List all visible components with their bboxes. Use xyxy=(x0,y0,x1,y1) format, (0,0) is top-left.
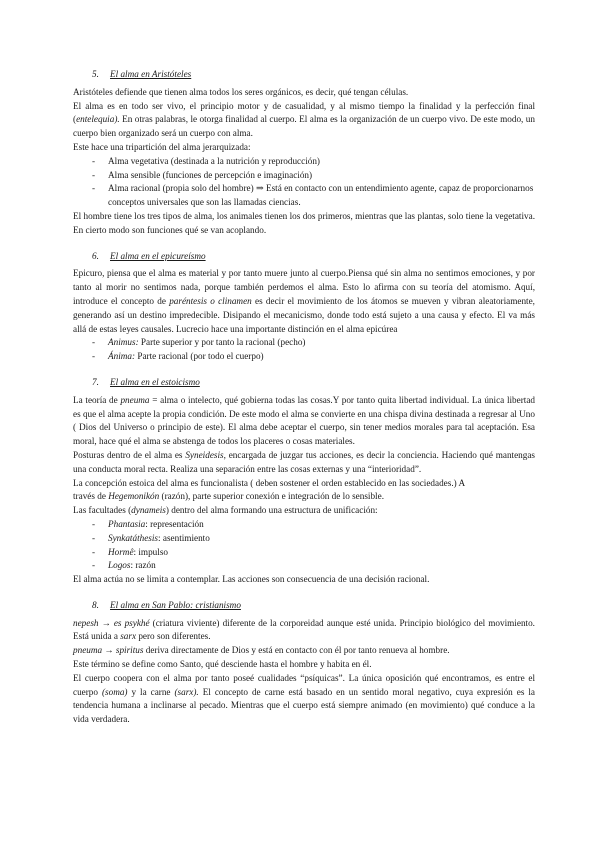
paragraph: Epicuro, piensa que el alma es material y por tanto muere junto al cuerpo.Piensa qué sin alma no sentimos emociones, y por tanto al morir no sentimos nada, porque también perdemos el alma. Esto lo afirma con su teoría del atomismo. Aquí, introduce el concepto de paréntesis o clinamen es decir el movimiento de los átomos se mueven y vibran aleatoriamente, generando así un destino impredecible. Disipando el mecanicismo, donde todo está sujeto a una causa y efecto. El va más allá de estas leyes causales. Lucrecio hace una importante distinción en el alma epicúrea xyxy=(73,268,535,334)
term: paréntesis o clinamen xyxy=(169,295,252,306)
section-number: 5. xyxy=(92,69,99,79)
list-item: - Synkatáthesis: asentimiento xyxy=(73,532,535,546)
paragraph: nepesh → es psykhé (criatura viviente) diferente de la corporeidad aunque esté unida. Principio biológico del movimiento. Está unida a sarx pero son diferentes. xyxy=(73,617,535,642)
paragraph: El alma es en todo ser vivo, el principio motor y de casualidad, y al mismo tiempo la finalidad y la perfección final (entelequia). En otras palabras, le otorga finalidad al cuerpo. El alma es la organización de un cuerpo vivo. De este modo, un cuerpo bien organizado será un cuerpo con alma. xyxy=(73,100,535,139)
section-heading xyxy=(92,68,535,82)
term: Phantasia xyxy=(108,518,146,529)
term: Synkatáthesis xyxy=(108,532,159,543)
term: Hormê xyxy=(108,546,134,557)
term: Logos xyxy=(108,560,131,571)
section-number: 6. xyxy=(92,250,99,261)
paragraph: Este hace una tripartición del alma jerarquizada: xyxy=(73,141,251,152)
term: Animus: xyxy=(108,337,139,348)
section-san-pablo xyxy=(73,599,535,727)
term: (sarx). xyxy=(174,686,199,697)
paragraph: Las facultades (dynameis) dentro del alma formando una estructura de unificación: xyxy=(73,505,378,516)
document-page xyxy=(73,68,535,739)
section-number: 8. xyxy=(92,599,99,610)
paragraph: El hombre tiene los tres tipos de alma, los animales tienen los dos primeros, mientras que las plantas, solo tiene la vegetativa. En cierto modo son funciones qué se van acoplando. xyxy=(73,210,535,235)
list-item: - Alma sensible (funciones de percepción e imaginación) xyxy=(73,169,535,183)
list-item: - Alma racional (propia solo del hombre) ⇒ Está en contacto con un entendimiento agente, capaz de proporcionarnos conceptos universales que son las llamadas ciencias. xyxy=(73,182,535,210)
term: pneuma xyxy=(120,394,150,405)
section-heading xyxy=(92,250,535,264)
term: dynameis xyxy=(131,505,166,516)
bullet-list xyxy=(73,155,535,210)
paragraph: pneuma → spiritus deriva directamente de Dios y está en contacto con él por tanto renueva al hombre. xyxy=(73,645,450,656)
paragraph: través de Hegemonikón (razón), parte superior conexión e integración de lo sensible. xyxy=(73,491,384,502)
section-title: El alma en el estoicismo xyxy=(110,376,200,387)
paragraph: El alma actúa no se limita a contemplar. Las acciones son consecuencia de una decisión racional. xyxy=(73,574,430,585)
list-item: - Animus: Parte superior y por tanto la racional (pecho) xyxy=(73,336,535,350)
term: pneuma → spiritus xyxy=(73,645,144,656)
list-item: - Alma vegetativa (destinada a la nutrición y reproducción) xyxy=(73,155,535,169)
term: nepesh → es psykhé xyxy=(73,617,150,628)
list-item: - Logos: razón xyxy=(73,559,535,573)
paragraph: La concepción estoica del alma es funcionalista ( deben sostener el orden establecido en las sociedades.) A xyxy=(73,477,466,488)
paragraph: La teoría de pneuma = alma o intelecto, qué gobierna todas las cosas.Y por tanto quita libertad individual. La única libertad es que el alma acepte la propia condición. De este modo el alma se convierte en una chispa divina destinada a regresar al Uno ( Dios del Universo o principio de este). El alma debe aceptar el cuerpo, sin tener medios morales para tal aceptación. Esa moral, hace qué el alma se abstenga de todos los placeres o cosas materiales. xyxy=(73,394,536,447)
paragraph: Posturas dentro de el alma es Syneidesis, encargada de juzgar tus acciones, es decir la conciencia. Haciendo qué mantengas una conducta moral recta. Realiza una separación entre las cosas externas y una “interioridad”. xyxy=(73,449,536,474)
bullet-list xyxy=(73,518,535,573)
paragraph: Este término se define como Santo, qué desciende hasta el hombre y habita en él. xyxy=(73,659,372,670)
term: Ánima: xyxy=(108,351,136,362)
list-item: - Phantasia: representación xyxy=(73,518,535,532)
section-title: El alma en el epicureísmo xyxy=(110,250,206,261)
bullet-list xyxy=(73,336,535,364)
list-item: - Ánima: Parte racional (por todo el cuerpo) xyxy=(73,350,535,364)
section-aristoteles xyxy=(73,68,535,238)
section-heading xyxy=(92,599,535,613)
term: Hegemonikón xyxy=(108,491,160,502)
section-epicureismo xyxy=(73,250,535,364)
term: entelequia). xyxy=(76,114,120,125)
section-heading xyxy=(92,376,535,390)
section-estoicismo xyxy=(73,376,535,587)
section-title: El alma en San Pablo: cristianismo xyxy=(110,599,241,610)
section-title: El alma en Aristóteles xyxy=(110,69,192,79)
term: sarx xyxy=(120,631,137,642)
term: Syneidesis xyxy=(185,449,224,460)
term: (soma) xyxy=(101,686,128,697)
list-item: - Hormê: impulso xyxy=(73,546,535,560)
paragraph: El cuerpo coopera con el alma por tanto poseé cualidades “psíquicas”. La única oposición qué encontramos, es entre el cuerpo (soma) y la carne (sarx). El concepto de carne está basado en un sentido moral negativo, cuya expresión es la tendencia humana a inclinarse al pecado. Mientras que el cuerpo está siempre animado (en movimiento) qué conduce a la vida verdadera. xyxy=(73,672,535,725)
section-number: 7. xyxy=(92,376,99,387)
paragraph: Aristóteles defiende que tienen alma todos los seres orgánicos, es decir, qué tengan células. xyxy=(73,86,409,97)
